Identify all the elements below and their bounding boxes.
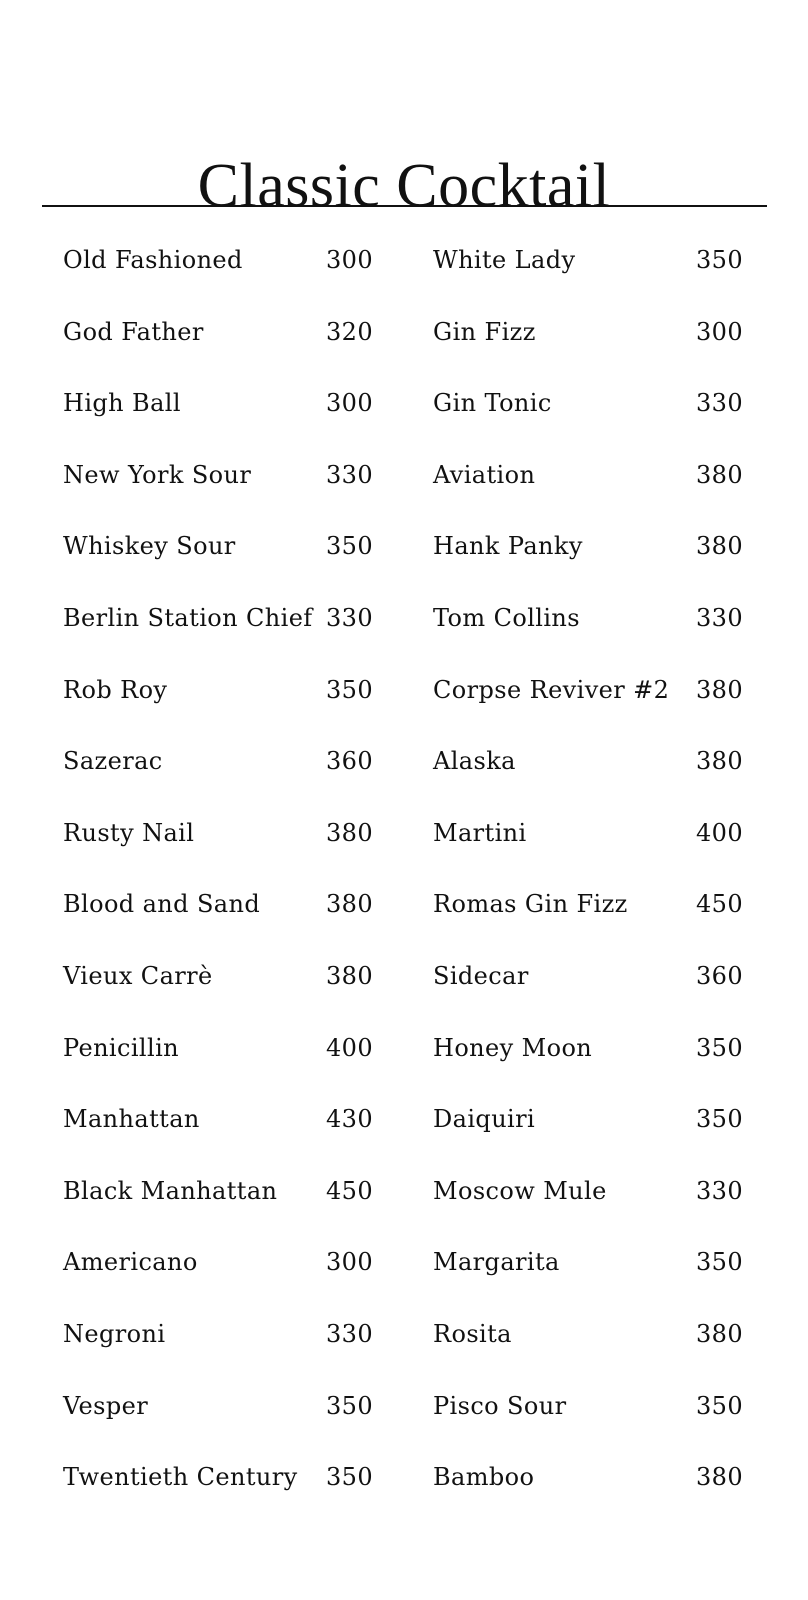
menu-item [433,1171,763,1243]
menu-item-name: Rosita [433,1319,512,1348]
menu-item-name: White Lady [433,246,576,274]
menu-item [63,598,393,670]
menu-item-price: 330 [696,1176,744,1205]
menu-item-name: Whiskey Sour [63,532,236,561]
menu-item-price: 350 [696,1105,744,1134]
menu-item [63,1386,393,1458]
title-divider [42,205,767,207]
menu-item [433,455,763,527]
menu-item-name: Gin Tonic [433,389,552,418]
menu-item-name: Sidecar [433,961,529,990]
menu-item [433,312,763,384]
left-column [63,240,393,1529]
menu-item [433,1242,763,1314]
menu-item-price: 350 [326,532,374,561]
menu-item [63,312,393,384]
menu-item-price: 330 [696,603,744,632]
menu-item [63,741,393,813]
menu-item-price: 320 [326,317,374,346]
menu-item-name: Twentieth Century [63,1463,298,1492]
menu-item-name: Hank Panky [433,532,583,561]
menu-item-price: 350 [696,1391,744,1420]
menu-item-name: High Ball [63,389,181,418]
menu-item-name: Rob Roy [63,675,168,704]
right-column [433,240,763,1529]
menu-item-price: 300 [696,317,744,346]
menu-item-name: Tom Collins [433,603,580,632]
menu-item-price: 330 [326,460,374,489]
menu-item-price: 380 [696,675,744,704]
menu-item-name: Manhattan [63,1105,200,1134]
menu-item-price: 360 [696,961,744,990]
menu-item [433,383,763,455]
menu-item-price: 350 [326,1391,374,1420]
menu-item-name: Rusty Nail [63,818,195,847]
menu-item-price: 380 [326,961,374,990]
menu-item [433,884,763,956]
menu-item-price: 350 [696,246,744,274]
menu-item-name: Aviation [433,460,536,489]
menu-item [63,1171,393,1243]
menu-item [433,526,763,598]
menu-item [63,813,393,885]
menu-item-price: 380 [696,747,744,776]
menu-item-name: Old Fashioned [63,246,243,274]
menu-item-name: Moscow Mule [433,1176,607,1205]
menu-item [63,1242,393,1314]
menu-item-price: 430 [326,1105,374,1134]
menu-item-price: 350 [326,1463,374,1492]
menu-item-price: 330 [696,389,744,418]
menu-item-name: Sazerac [63,747,163,776]
menu-item-name: Margarita [433,1248,560,1277]
menu-item-name: Daiquiri [433,1105,536,1134]
menu-item-name: Berlin Station Chief [63,603,313,632]
menu-item-name: Honey Moon [433,1033,593,1062]
menu-item [63,670,393,742]
menu-item-name: Romas Gin Fizz [433,890,628,919]
menu-item [63,1457,393,1529]
menu-item [63,1314,393,1386]
menu-title: Classic Cocktail [197,151,611,220]
menu-item [433,1314,763,1386]
menu-item-price: 380 [696,460,744,489]
menu-item-name: Vieux Carrè [63,961,213,990]
menu-item-price: 350 [696,1033,744,1062]
menu-item [433,813,763,885]
menu-item-price: 380 [696,532,744,561]
menu-item-name: God Father [63,317,204,346]
menu-item [433,598,763,670]
menu-item [63,884,393,956]
menu-item-price: 400 [696,818,744,847]
menu-item [63,1099,393,1171]
menu-item [433,1457,763,1529]
menu-item [63,956,393,1028]
menu-item [433,956,763,1028]
menu-item-price: 350 [696,1248,744,1277]
menu-item-name: Black Manhattan [63,1176,278,1205]
menu-item-price: 450 [696,890,744,919]
menu-item-name: Blood and Sand [63,890,261,919]
menu-item-name: New York Sour [63,460,252,489]
menu-item-price: 380 [326,818,374,847]
menu-item [63,526,393,598]
menu-item-name: Corpse Reviver #2 [433,675,670,704]
menu-item [63,383,393,455]
menu-item-name: Penicillin [63,1033,180,1062]
menu-item-price: 300 [326,246,374,274]
menu-item-price: 300 [326,389,374,418]
menu-item-name: Americano [63,1248,198,1277]
menu-item [63,455,393,527]
menu-item-price: 330 [326,603,374,632]
menu-item-price: 380 [326,890,374,919]
menu-item-name: Pisco Sour [433,1391,567,1420]
menu-item [433,670,763,742]
menu-item-price: 380 [696,1319,744,1348]
menu-item-name: Vesper [63,1391,149,1420]
menu-item-price: 330 [326,1319,374,1348]
menu-item [433,1386,763,1458]
menu-item-price: 300 [326,1248,374,1277]
menu-item-price: 350 [326,675,374,704]
menu-item-name: Negroni [63,1319,166,1348]
menu-item [63,1028,393,1100]
menu-item-price: 380 [696,1463,744,1492]
menu-item-name: Martini [433,818,527,847]
menu-item [433,1099,763,1171]
menu-item-price: 400 [326,1033,374,1062]
menu-item-price: 450 [326,1176,374,1205]
menu-item [433,240,763,312]
menu-item-price: 360 [326,747,374,776]
menu-item-name: Alaska [433,747,516,776]
menu-item [433,741,763,813]
menu-item [63,240,393,312]
menu-item-name: Gin Fizz [433,317,536,346]
menu-item-name: Bamboo [433,1463,535,1492]
menu-item [433,1028,763,1100]
